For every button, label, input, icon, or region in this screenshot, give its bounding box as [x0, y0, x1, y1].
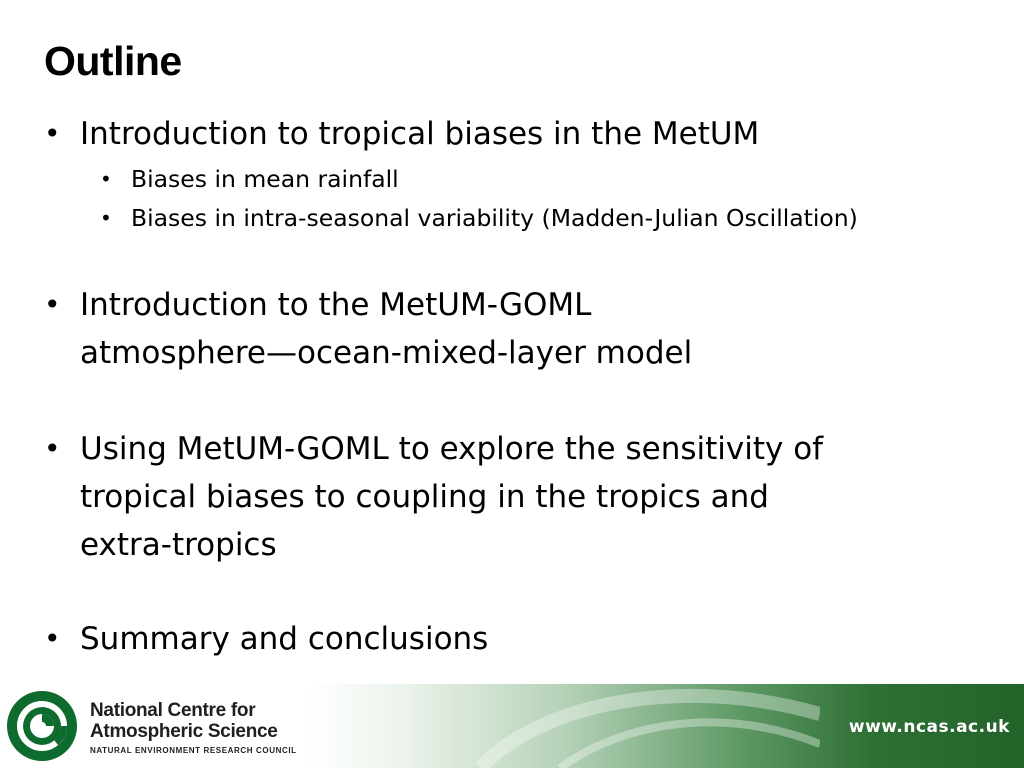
bullet-4-marker: •	[44, 622, 61, 655]
sub-bullet-2-text: Biases in intra-seasonal variability (Madden-Julian Oscillation)	[131, 204, 858, 232]
bullet-3-line-3: extra-tropics	[80, 527, 277, 563]
ncas-swirl-logo-icon	[6, 690, 78, 762]
bullet-4-line-1: Summary and conclusions	[80, 621, 489, 657]
org-subline: NATURAL ENVIRONMENT RESEARCH COUNCIL	[90, 746, 297, 755]
bullet-3-text	[80, 425, 980, 569]
bullet-2-marker: •	[44, 288, 61, 321]
bullet-3-line-1: Using MetUM-GOML to explore the sensitivity of	[80, 431, 824, 467]
bullet-3-line-2: tropical biases to coupling in the tropics and	[80, 479, 769, 515]
bullet-1-marker: •	[44, 117, 61, 150]
sub-bullet-2-marker: •	[100, 206, 112, 230]
bullet-2-text	[80, 281, 980, 377]
website-url: www.ncas.ac.uk	[848, 717, 1010, 737]
org-name-line-1: National Centre for	[90, 700, 256, 721]
bullet-3-marker: •	[44, 432, 61, 465]
footer-decoration-icon	[420, 684, 820, 768]
bullet-4-text	[80, 615, 980, 663]
sub-bullet-1-text: Biases in mean rainfall	[131, 165, 399, 193]
bullet-2-line-2: atmosphere—ocean-mixed-layer model	[80, 335, 693, 371]
bullet-1-text	[80, 110, 980, 158]
bullet-1-line-1: Introduction to tropical biases in the MetUM	[80, 116, 760, 152]
footer-band	[0, 684, 1024, 768]
slide-title: Outline	[44, 38, 182, 84]
bullet-2-line-1: Introduction to the MetUM-GOML	[80, 287, 592, 323]
org-name-line-2: Atmospheric Science	[90, 721, 278, 742]
sub-bullet-1-marker: •	[100, 167, 112, 191]
